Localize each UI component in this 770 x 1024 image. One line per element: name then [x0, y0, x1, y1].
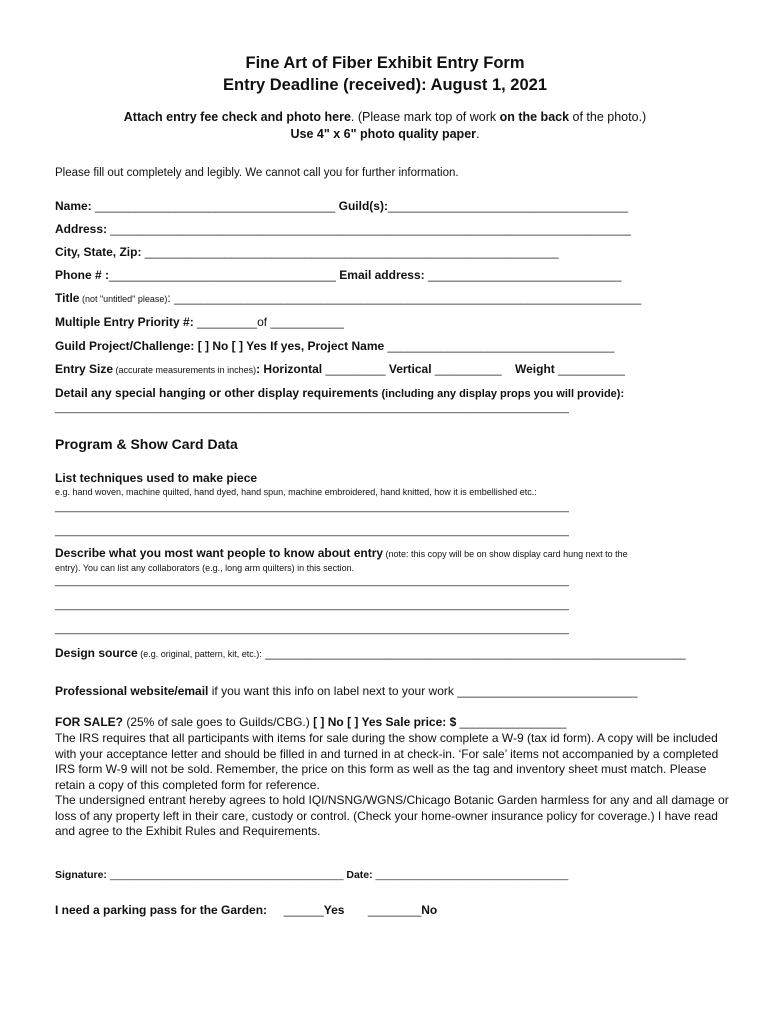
entry-size-row [55, 362, 625, 376]
city-row [55, 245, 559, 259]
city-label: City, State, Zip: [55, 245, 142, 259]
sale-price-field[interactable]: ________________ [456, 715, 567, 729]
email-field[interactable]: _____________________________ [428, 268, 622, 282]
detail-note: (including any display props you will provide): [378, 388, 625, 400]
title-row [55, 291, 641, 305]
priority-field[interactable]: _________ [197, 315, 258, 329]
name-field[interactable]: ____________________________________ [95, 199, 336, 213]
techniques-label: List techniques used to make piece [55, 471, 258, 485]
for-sale-label: FOR SALE? [55, 715, 123, 729]
horizontal-label: : Horizontal [256, 362, 323, 376]
signature-label: Signature: [55, 869, 107, 881]
describe-row [55, 546, 628, 560]
fill-instructions: Please fill out completely and legibly. We cannot call you for further information. [55, 167, 459, 179]
address-field[interactable]: ______________________________________________________________________________ [110, 222, 631, 236]
for-sale-note: (25% of sale goes to Guilds/CBG.) [123, 715, 314, 729]
guild-project-row [55, 339, 614, 353]
phone-field[interactable]: __________________________________ [109, 268, 336, 282]
title-note: (not "untitled" please) [79, 294, 168, 304]
parking-yes-field[interactable]: ______ [283, 903, 324, 917]
detail-label: Detail any special hanging or other display requirements [55, 386, 379, 400]
signature-field[interactable]: ________________________________________ [109, 869, 344, 881]
entry-size-label: Entry Size [55, 362, 114, 376]
design-field[interactable]: _______________________________________________________________ [265, 646, 686, 660]
horizontal-field[interactable]: _________ [325, 362, 386, 376]
website-field[interactable]: ___________________________ [457, 684, 638, 698]
describe-field-3[interactable]: ____________________________________________________________________________________ [55, 623, 569, 635]
project-name-field[interactable]: __________________________________ [387, 339, 615, 353]
describe-label: Describe what you most want people to know about entry [55, 546, 384, 560]
website-text: if you want this info on label next to your work [208, 684, 458, 698]
design-note: (e.g. original, pattern, kit, etc.): [137, 649, 262, 659]
guild-project-label: Guild Project/Challenge: [ ] No [ ] Yes If yes, Project Name [55, 339, 385, 353]
for-sale-choice[interactable]: [ ] No [ ] Yes Sale price: $ [313, 715, 457, 729]
detail-row [55, 386, 624, 400]
attach-text-end: of the photo.) [569, 110, 647, 124]
phone-label: Phone # : [55, 268, 110, 282]
name-row [55, 199, 628, 213]
techniques-field-1[interactable]: ____________________________________________________________________________________ [55, 501, 569, 513]
name-label: Name: [55, 199, 92, 213]
website-label: Professional website/email [55, 684, 209, 698]
irs-paragraph: The IRS requires that all participants with items for sale during the show complete a W-9 (tax id form). A copy will be included with your acceptance letter and should be filled in and turned in at check-in. ‘For sale’ items not accompanied by a completed IRS form W-9 will not be sold. Remember, the price on this form as well as the tag and inventory sheet must match. Please retain a copy of this completed form for reference. [55, 731, 719, 792]
date-field[interactable]: _________________________________ [375, 869, 569, 881]
program-heading: Program & Show Card Data [55, 436, 238, 452]
photo-paper-note [0, 127, 770, 141]
priority-label: Multiple Entry Priority #: [55, 315, 194, 329]
date-label: Date: [346, 869, 373, 881]
techniques-note: e.g. hand woven, machine quilted, hand dyed, hand spun, machine embroidered, hand knitted, how it is embellished etc.: [55, 487, 537, 497]
city-field[interactable]: ______________________________________________________________ [144, 245, 559, 259]
priority-row [55, 315, 344, 329]
parking-row [55, 903, 437, 917]
title-field[interactable]: ______________________________________________________________________ [174, 291, 642, 305]
weight-field[interactable]: __________ [558, 362, 625, 376]
describe-field-1[interactable]: ____________________________________________________________________________________ [55, 575, 569, 587]
parking-no-field[interactable]: ________ [367, 903, 422, 917]
agreement-paragraph: The undersigned entrant hereby agrees to hold IQI/NSNG/WGNS/Chicago Botanic Garden harmless for any and all damage or loss of any property left in their care, custody or control. (Check your home-owner insurance policy for coverage.) I have read and agree to the Exhibit Rules and Requirements. [55, 793, 729, 838]
design-label: Design source [55, 646, 138, 660]
title-label: Title [55, 291, 80, 305]
form-title: Fine Art of Fiber Exhibit Entry Form [245, 54, 525, 72]
vertical-label: Vertical [388, 362, 432, 376]
priority-of: of [257, 315, 268, 329]
guild-field[interactable]: ____________________________________ [387, 199, 629, 213]
email-label: Email address: [339, 268, 425, 282]
for-sale-row [55, 715, 566, 729]
priority-total-field[interactable]: ___________ [270, 315, 344, 329]
design-row [55, 646, 686, 660]
attach-text: . (Please mark top of work [350, 110, 500, 124]
attach-instructions [0, 110, 770, 124]
title-colon: : [167, 291, 171, 305]
guild-label: Guild(s): [338, 199, 388, 213]
attach-back: on the back [499, 110, 570, 124]
techniques-field-2[interactable]: ____________________________________________________________________________________ [55, 525, 569, 537]
signature-row [55, 869, 568, 881]
describe-field-2[interactable]: ____________________________________________________________________________________ [55, 599, 569, 611]
address-label: Address: [55, 222, 108, 236]
weight-label: Weight [515, 362, 555, 376]
attach-bold: Attach entry fee check and photo here [123, 110, 351, 124]
entry-deadline: Entry Deadline (received): August 1, 2021 [223, 76, 547, 94]
parking-label: I need a parking pass for the Garden: [55, 903, 268, 917]
describe-note-2: entry). You can list any collaborators (e.g., long arm quilters) in this section. [55, 563, 355, 573]
photo-paper-text: Use 4" x 6" photo quality paper [290, 127, 477, 141]
vertical-field[interactable]: __________ [434, 362, 502, 376]
entry-size-note: (accurate measurements in inches) [113, 365, 257, 375]
describe-note: (note: this copy will be on show display card hung next to the [383, 549, 628, 559]
phone-row [55, 268, 622, 282]
photo-paper-period: . [476, 127, 480, 141]
parking-yes-label: Yes [323, 903, 345, 917]
detail-field[interactable]: ____________________________________________________________________________________ [55, 402, 569, 414]
address-row [55, 222, 631, 236]
website-row [55, 684, 637, 698]
parking-no-label: No [421, 903, 438, 917]
